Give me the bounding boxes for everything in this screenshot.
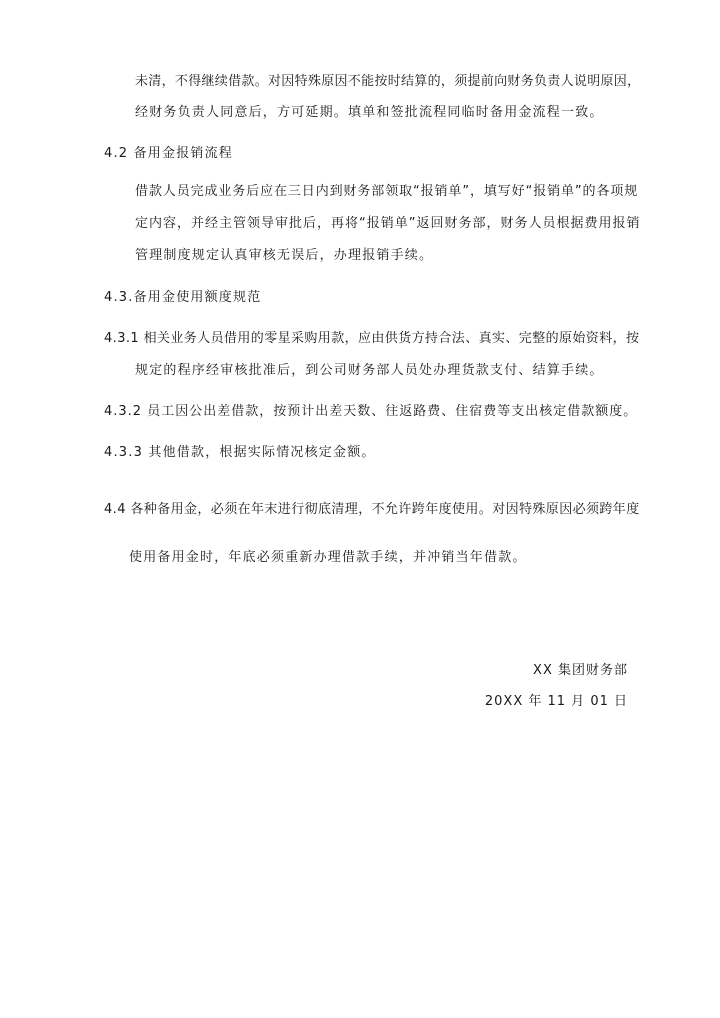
- signature-org: XX 集团财务部: [533, 663, 628, 678]
- section-4-4-line-2: 使用备用金时，年底必须重新办理借款手续，并冲销当年借款。: [129, 550, 527, 565]
- item-4-3-1-line-1: 4.3.1 相关业务人员借用的零星采购用款，应由供货方持合法、真实、完整的原始资料，按: [104, 331, 640, 346]
- section-4-4-line-1: 4.4 各种备用金，必须在年末进行彻底清理，不允许跨年度使用。对因特殊原因必须跨年度: [104, 502, 640, 517]
- item-4-3-1-line-2: 规定的程序经审核批准后，到公司财务部人员处办理货款支付、结算手续。: [135, 363, 604, 378]
- section-4-2-heading: 4.2 备用金报销流程: [104, 146, 234, 161]
- paragraph-4-1-continuation-line-2: 经财务负责人同意后，方可延期。填单和签批流程同临时备用金流程一致。: [135, 105, 604, 120]
- item-4-3-2: 4.3.2 员工因公出差借款，按预计出差天数、往返路费、住宿费等支出核定借款额度。: [104, 404, 638, 419]
- section-4-2-line-2: 定内容，并经主管领导审批后，再将“报销单”返回财务部，财务人员根据费用报销: [135, 216, 641, 231]
- section-4-2-line-1: 借款人员完成业务后应在三日内到财务部领取“报销单”，填写好“报销单”的各项规: [135, 184, 639, 199]
- item-4-3-3: 4.3.3 其他借款，根据实际情况核定金额。: [104, 445, 376, 460]
- signature-date: 20XX 年 11 月 01 日: [484, 694, 628, 709]
- section-4-2-line-3: 管理制度规定认真审核无误后，办理报销手续。: [135, 248, 434, 263]
- section-4-3-heading: 4.3.备用金使用额度规范: [104, 290, 262, 305]
- paragraph-4-1-continuation-line-1: 未清，不得继续借款。对因特殊原因不能按时结算的，须提前向财务负责人说明原因，: [135, 74, 641, 89]
